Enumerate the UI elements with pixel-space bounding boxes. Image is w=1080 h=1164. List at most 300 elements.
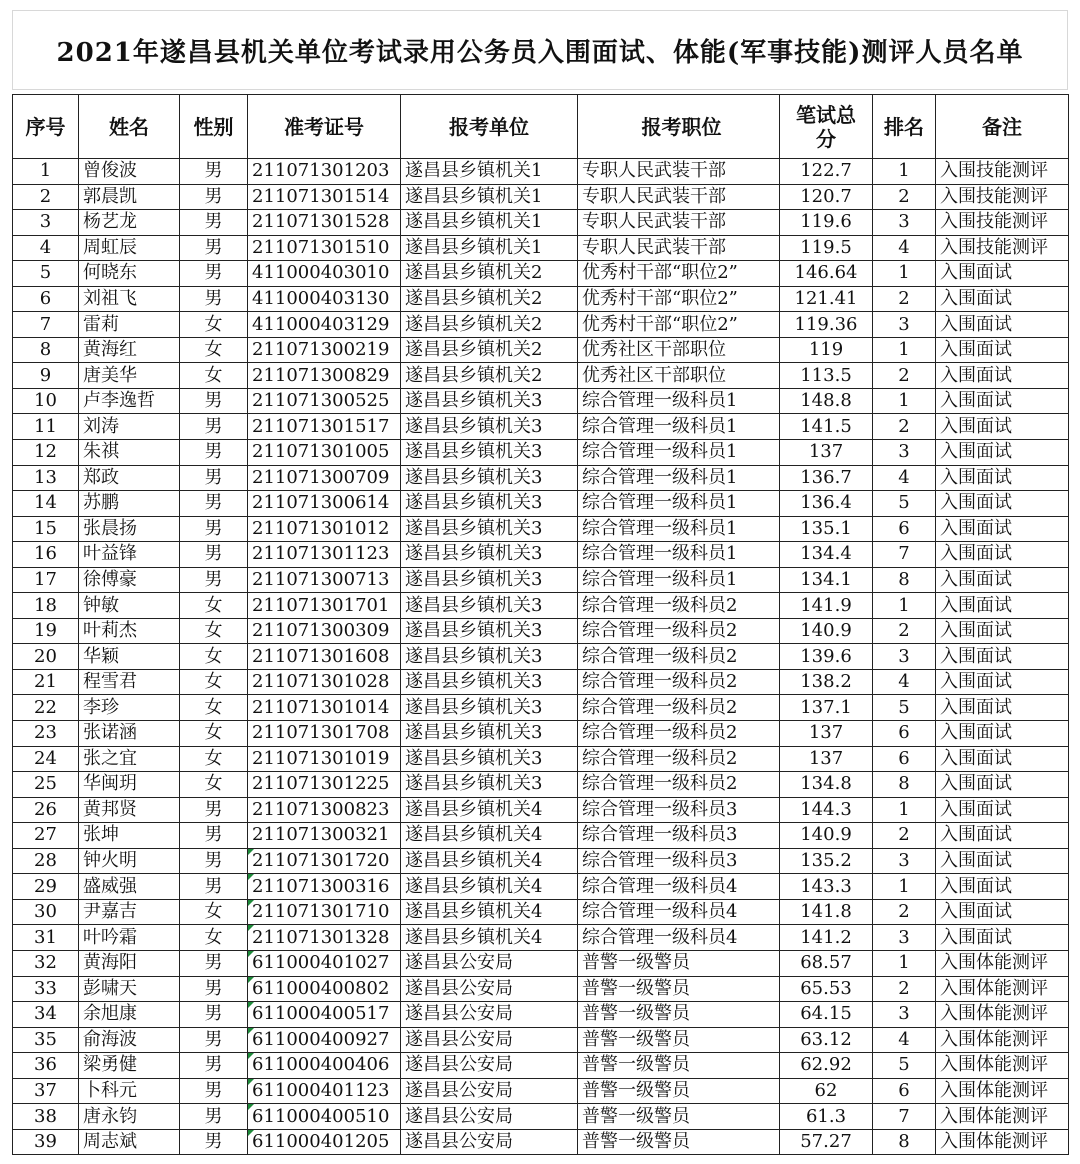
row-exam-id: 211071300309 xyxy=(248,618,401,644)
row-rank: 3 xyxy=(873,312,936,338)
row-rank: 4 xyxy=(873,465,936,491)
row-seq: 9 xyxy=(13,363,79,389)
row-exam-id: 211071300321 xyxy=(248,823,401,849)
table-row xyxy=(13,235,1069,261)
row-score: 135.1 xyxy=(780,516,873,542)
row-remark: 入围面试 xyxy=(936,337,1069,363)
header-name: 姓名 xyxy=(79,95,180,159)
row-position: 综合管理一级科员1 xyxy=(578,388,780,414)
row-remark: 入围技能测评 xyxy=(936,159,1069,185)
table-row xyxy=(13,976,1069,1002)
row-gender: 男 xyxy=(180,1002,248,1028)
row-score: 120.7 xyxy=(780,184,873,210)
row-rank: 2 xyxy=(873,414,936,440)
row-seq: 30 xyxy=(13,899,79,925)
row-gender: 女 xyxy=(180,899,248,925)
row-remark: 入围面试 xyxy=(936,823,1069,849)
row-remark: 入围体能测评 xyxy=(936,1002,1069,1028)
row-remark: 入围面试 xyxy=(936,491,1069,517)
row-score: 136.4 xyxy=(780,491,873,517)
row-unit: 遂昌县乡镇机关3 xyxy=(401,695,578,721)
row-seq: 22 xyxy=(13,695,79,721)
row-rank: 3 xyxy=(873,440,936,466)
row-gender: 男 xyxy=(180,159,248,185)
row-score: 122.7 xyxy=(780,159,873,185)
row-score: 136.7 xyxy=(780,465,873,491)
row-name: 刘祖飞 xyxy=(79,286,180,312)
row-score: 119.5 xyxy=(780,235,873,261)
row-position: 综合管理一级科员2 xyxy=(578,772,780,798)
row-position: 综合管理一级科员2 xyxy=(578,644,780,670)
row-score: 141.8 xyxy=(780,899,873,925)
row-remark: 入围技能测评 xyxy=(936,235,1069,261)
row-score: 119.36 xyxy=(780,312,873,338)
row-exam-id: 611000400517 xyxy=(248,1002,401,1028)
table-row xyxy=(13,159,1069,185)
row-position: 综合管理一级科员2 xyxy=(578,721,780,747)
row-name: 周虹辰 xyxy=(79,235,180,261)
row-exam-id: 611000400510 xyxy=(248,1104,401,1130)
row-exam-id: 211071300709 xyxy=(248,465,401,491)
row-position: 专职人民武装干部 xyxy=(578,184,780,210)
row-unit: 遂昌县公安局 xyxy=(401,1002,578,1028)
row-exam-id: 211071301225 xyxy=(248,772,401,798)
row-remark: 入围面试 xyxy=(936,440,1069,466)
row-exam-id: 411000403129 xyxy=(248,312,401,338)
row-seq: 31 xyxy=(13,925,79,951)
row-seq: 39 xyxy=(13,1129,79,1155)
row-exam-id: 211071301203 xyxy=(248,159,401,185)
row-gender: 男 xyxy=(180,567,248,593)
row-score: 68.57 xyxy=(780,950,873,976)
row-score: 137 xyxy=(780,721,873,747)
row-unit: 遂昌县公安局 xyxy=(401,950,578,976)
row-unit: 遂昌县乡镇机关3 xyxy=(401,491,578,517)
row-rank: 7 xyxy=(873,1104,936,1130)
row-score: 146.64 xyxy=(780,261,873,287)
row-rank: 8 xyxy=(873,772,936,798)
table-row xyxy=(13,1002,1069,1028)
row-remark: 入围体能测评 xyxy=(936,1078,1069,1104)
row-remark: 入围技能测评 xyxy=(936,210,1069,236)
row-rank: 4 xyxy=(873,1027,936,1053)
header-unit: 报考单位 xyxy=(401,95,578,159)
row-gender: 女 xyxy=(180,721,248,747)
row-name: 华颖 xyxy=(79,644,180,670)
row-name: 唐美华 xyxy=(79,363,180,389)
row-score: 137 xyxy=(780,440,873,466)
header-gender: 性别 xyxy=(180,95,248,159)
row-position: 综合管理一级科员4 xyxy=(578,874,780,900)
header-exam-id: 准考证号 xyxy=(248,95,401,159)
row-seq: 36 xyxy=(13,1053,79,1079)
row-exam-id: 211071301328 xyxy=(248,925,401,951)
row-score: 141.9 xyxy=(780,593,873,619)
row-seq: 10 xyxy=(13,388,79,414)
table-row xyxy=(13,772,1069,798)
row-score: 113.5 xyxy=(780,363,873,389)
row-exam-id: 211071301710 xyxy=(248,899,401,925)
table-row xyxy=(13,746,1069,772)
row-score: 121.41 xyxy=(780,286,873,312)
row-score: 141.2 xyxy=(780,925,873,951)
row-name: 杨艺龙 xyxy=(79,210,180,236)
row-unit: 遂昌县乡镇机关3 xyxy=(401,669,578,695)
row-unit: 遂昌县乡镇机关4 xyxy=(401,899,578,925)
row-gender: 男 xyxy=(180,388,248,414)
row-rank: 2 xyxy=(873,976,936,1002)
table-row xyxy=(13,184,1069,210)
row-seq: 17 xyxy=(13,567,79,593)
row-gender: 男 xyxy=(180,797,248,823)
table-row xyxy=(13,567,1069,593)
row-score: 144.3 xyxy=(780,797,873,823)
row-position: 普警一级警员 xyxy=(578,1078,780,1104)
row-rank: 4 xyxy=(873,235,936,261)
row-name: 彭啸天 xyxy=(79,976,180,1002)
row-score: 61.3 xyxy=(780,1104,873,1130)
row-position: 普警一级警员 xyxy=(578,1053,780,1079)
row-seq: 19 xyxy=(13,618,79,644)
row-exam-id: 611000401123 xyxy=(248,1078,401,1104)
row-seq: 13 xyxy=(13,465,79,491)
row-gender: 女 xyxy=(180,618,248,644)
row-gender: 女 xyxy=(180,363,248,389)
row-score: 139.6 xyxy=(780,644,873,670)
row-name: 黄海阳 xyxy=(79,950,180,976)
row-score: 62 xyxy=(780,1078,873,1104)
row-remark: 入围面试 xyxy=(936,542,1069,568)
table-row xyxy=(13,925,1069,951)
row-gender: 男 xyxy=(180,976,248,1002)
candidate-table xyxy=(12,94,1069,1155)
table-row xyxy=(13,516,1069,542)
table-row xyxy=(13,899,1069,925)
row-score: 63.12 xyxy=(780,1027,873,1053)
row-exam-id: 211071300829 xyxy=(248,363,401,389)
row-score: 134.4 xyxy=(780,542,873,568)
row-name: 刘涛 xyxy=(79,414,180,440)
row-remark: 入围面试 xyxy=(936,593,1069,619)
row-remark: 入围面试 xyxy=(936,797,1069,823)
row-unit: 遂昌县公安局 xyxy=(401,1053,578,1079)
row-remark: 入围体能测评 xyxy=(936,1129,1069,1155)
header-seq: 序号 xyxy=(13,95,79,159)
row-position: 普警一级警员 xyxy=(578,1002,780,1028)
row-seq: 37 xyxy=(13,1078,79,1104)
row-name: 余旭康 xyxy=(79,1002,180,1028)
row-name: 徐傅豪 xyxy=(79,567,180,593)
row-score: 137 xyxy=(780,746,873,772)
row-position: 综合管理一级科员2 xyxy=(578,746,780,772)
table-row xyxy=(13,1104,1069,1130)
row-seq: 21 xyxy=(13,669,79,695)
row-seq: 20 xyxy=(13,644,79,670)
row-gender: 男 xyxy=(180,1078,248,1104)
row-remark: 入围面试 xyxy=(936,516,1069,542)
table-row xyxy=(13,261,1069,287)
row-remark: 入围体能测评 xyxy=(936,1027,1069,1053)
row-name: 华闽玥 xyxy=(79,772,180,798)
table-row xyxy=(13,874,1069,900)
row-rank: 2 xyxy=(873,823,936,849)
row-gender: 男 xyxy=(180,440,248,466)
row-remark: 入围面试 xyxy=(936,848,1069,874)
row-remark: 入围面试 xyxy=(936,414,1069,440)
row-rank: 6 xyxy=(873,1078,936,1104)
row-gender: 男 xyxy=(180,823,248,849)
row-unit: 遂昌县乡镇机关3 xyxy=(401,542,578,568)
row-unit: 遂昌县乡镇机关3 xyxy=(401,567,578,593)
row-gender: 男 xyxy=(180,235,248,261)
row-seq: 7 xyxy=(13,312,79,338)
row-gender: 男 xyxy=(180,491,248,517)
row-seq: 33 xyxy=(13,976,79,1002)
row-remark: 入围面试 xyxy=(936,746,1069,772)
row-score: 135.2 xyxy=(780,848,873,874)
row-seq: 6 xyxy=(13,286,79,312)
row-name: 俞海波 xyxy=(79,1027,180,1053)
row-unit: 遂昌县公安局 xyxy=(401,1129,578,1155)
row-rank: 2 xyxy=(873,363,936,389)
row-seq: 15 xyxy=(13,516,79,542)
table-row xyxy=(13,337,1069,363)
row-seq: 32 xyxy=(13,950,79,976)
table-row xyxy=(13,363,1069,389)
row-gender: 男 xyxy=(180,286,248,312)
row-remark: 入围面试 xyxy=(936,388,1069,414)
table-row xyxy=(13,823,1069,849)
row-exam-id: 611000401205 xyxy=(248,1129,401,1155)
row-seq: 28 xyxy=(13,848,79,874)
row-name: 黄邦贤 xyxy=(79,797,180,823)
row-position: 综合管理一级科员2 xyxy=(578,669,780,695)
row-score: 134.8 xyxy=(780,772,873,798)
row-seq: 16 xyxy=(13,542,79,568)
table-row xyxy=(13,1129,1069,1155)
row-unit: 遂昌县乡镇机关4 xyxy=(401,925,578,951)
row-position: 综合管理一级科员1 xyxy=(578,440,780,466)
row-exam-id: 211071300823 xyxy=(248,797,401,823)
row-unit: 遂昌县乡镇机关3 xyxy=(401,746,578,772)
row-exam-id: 211071301005 xyxy=(248,440,401,466)
row-exam-id: 211071301528 xyxy=(248,210,401,236)
table-row xyxy=(13,414,1069,440)
row-name: 梁勇健 xyxy=(79,1053,180,1079)
row-position: 优秀村干部“职位2” xyxy=(578,261,780,287)
row-score: 137.1 xyxy=(780,695,873,721)
table-row xyxy=(13,644,1069,670)
row-position: 普警一级警员 xyxy=(578,1027,780,1053)
row-rank: 6 xyxy=(873,516,936,542)
row-unit: 遂昌县乡镇机关3 xyxy=(401,465,578,491)
row-name: 盛威强 xyxy=(79,874,180,900)
row-gender: 女 xyxy=(180,695,248,721)
header-score: 笔试总 分 xyxy=(780,95,873,159)
row-exam-id: 611000400927 xyxy=(248,1027,401,1053)
row-name: 唐永钧 xyxy=(79,1104,180,1130)
row-unit: 遂昌县乡镇机关4 xyxy=(401,797,578,823)
row-exam-id: 211071301608 xyxy=(248,644,401,670)
row-exam-id: 211071301012 xyxy=(248,516,401,542)
table-row xyxy=(13,491,1069,517)
row-position: 普警一级警员 xyxy=(578,950,780,976)
row-name: 张坤 xyxy=(79,823,180,849)
row-rank: 3 xyxy=(873,644,936,670)
row-name: 张之宜 xyxy=(79,746,180,772)
title-box xyxy=(12,10,1068,90)
row-seq: 26 xyxy=(13,797,79,823)
row-position: 普警一级警员 xyxy=(578,1129,780,1155)
row-position: 专职人民武装干部 xyxy=(578,235,780,261)
row-remark: 入围面试 xyxy=(936,286,1069,312)
row-score: 119.6 xyxy=(780,210,873,236)
row-gender: 男 xyxy=(180,261,248,287)
row-remark: 入围面试 xyxy=(936,874,1069,900)
row-remark: 入围面试 xyxy=(936,465,1069,491)
row-exam-id: 411000403010 xyxy=(248,261,401,287)
row-name: 李珍 xyxy=(79,695,180,721)
row-unit: 遂昌县乡镇机关1 xyxy=(401,210,578,236)
row-remark: 入围面试 xyxy=(936,567,1069,593)
row-gender: 男 xyxy=(180,1129,248,1155)
row-rank: 1 xyxy=(873,159,936,185)
row-gender: 女 xyxy=(180,312,248,338)
row-unit: 遂昌县乡镇机关3 xyxy=(401,772,578,798)
row-position: 优秀村干部“职位2” xyxy=(578,286,780,312)
row-score: 57.27 xyxy=(780,1129,873,1155)
table-row xyxy=(13,618,1069,644)
row-position: 综合管理一级科员3 xyxy=(578,797,780,823)
row-unit: 遂昌县乡镇机关3 xyxy=(401,618,578,644)
row-remark: 入围面试 xyxy=(936,695,1069,721)
row-seq: 1 xyxy=(13,159,79,185)
row-rank: 1 xyxy=(873,337,936,363)
row-name: 朱祺 xyxy=(79,440,180,466)
row-exam-id: 211071301701 xyxy=(248,593,401,619)
row-name: 郑政 xyxy=(79,465,180,491)
row-unit: 遂昌县乡镇机关4 xyxy=(401,874,578,900)
table-row xyxy=(13,542,1069,568)
row-remark: 入围面试 xyxy=(936,721,1069,747)
row-position: 优秀社区干部职位 xyxy=(578,363,780,389)
row-gender: 男 xyxy=(180,874,248,900)
row-rank: 2 xyxy=(873,286,936,312)
table-row xyxy=(13,848,1069,874)
row-gender: 男 xyxy=(180,184,248,210)
table-row xyxy=(13,721,1069,747)
row-remark: 入围面试 xyxy=(936,925,1069,951)
row-rank: 4 xyxy=(873,669,936,695)
row-rank: 1 xyxy=(873,874,936,900)
row-rank: 5 xyxy=(873,491,936,517)
row-position: 普警一级警员 xyxy=(578,976,780,1002)
row-name: 叶益锋 xyxy=(79,542,180,568)
row-exam-id: 211071301720 xyxy=(248,848,401,874)
row-score: 64.15 xyxy=(780,1002,873,1028)
row-rank: 6 xyxy=(873,721,936,747)
row-score: 134.1 xyxy=(780,567,873,593)
row-rank: 1 xyxy=(873,261,936,287)
row-rank: 3 xyxy=(873,925,936,951)
row-remark: 入围面试 xyxy=(936,644,1069,670)
row-seq: 12 xyxy=(13,440,79,466)
row-position: 优秀社区干部职位 xyxy=(578,337,780,363)
row-position: 专职人民武装干部 xyxy=(578,159,780,185)
row-name: 何晓东 xyxy=(79,261,180,287)
row-position: 综合管理一级科员1 xyxy=(578,542,780,568)
row-exam-id: 211071301514 xyxy=(248,184,401,210)
table-row xyxy=(13,593,1069,619)
row-score: 143.3 xyxy=(780,874,873,900)
table-row xyxy=(13,797,1069,823)
header-row xyxy=(13,95,1069,159)
table-row xyxy=(13,669,1069,695)
row-unit: 遂昌县乡镇机关1 xyxy=(401,184,578,210)
row-seq: 14 xyxy=(13,491,79,517)
row-unit: 遂昌县乡镇机关3 xyxy=(401,593,578,619)
row-position: 专职人民武装干部 xyxy=(578,210,780,236)
row-unit: 遂昌县乡镇机关4 xyxy=(401,823,578,849)
row-rank: 5 xyxy=(873,695,936,721)
row-seq: 29 xyxy=(13,874,79,900)
row-name: 曾俊波 xyxy=(79,159,180,185)
row-gender: 男 xyxy=(180,848,248,874)
row-remark: 入围面试 xyxy=(936,312,1069,338)
row-remark: 入围面试 xyxy=(936,618,1069,644)
row-gender: 女 xyxy=(180,746,248,772)
row-unit: 遂昌县乡镇机关2 xyxy=(401,261,578,287)
row-gender: 女 xyxy=(180,925,248,951)
row-exam-id: 611000401027 xyxy=(248,950,401,976)
row-remark: 入围面试 xyxy=(936,669,1069,695)
row-rank: 7 xyxy=(873,542,936,568)
row-gender: 男 xyxy=(180,210,248,236)
row-exam-id: 211071301517 xyxy=(248,414,401,440)
row-unit: 遂昌县乡镇机关2 xyxy=(401,337,578,363)
row-gender: 男 xyxy=(180,1104,248,1130)
row-name: 黄海红 xyxy=(79,337,180,363)
row-name: 苏鹏 xyxy=(79,491,180,517)
row-seq: 25 xyxy=(13,772,79,798)
row-name: 叶莉杰 xyxy=(79,618,180,644)
row-unit: 遂昌县公安局 xyxy=(401,976,578,1002)
row-exam-id: 211071301014 xyxy=(248,695,401,721)
row-rank: 6 xyxy=(873,746,936,772)
row-remark: 入围体能测评 xyxy=(936,1104,1069,1130)
row-seq: 23 xyxy=(13,721,79,747)
row-position: 综合管理一级科员4 xyxy=(578,899,780,925)
row-position: 综合管理一级科员2 xyxy=(578,593,780,619)
row-position: 综合管理一级科员1 xyxy=(578,567,780,593)
row-rank: 1 xyxy=(873,950,936,976)
row-position: 普警一级警员 xyxy=(578,1104,780,1130)
row-name: 张晨扬 xyxy=(79,516,180,542)
row-exam-id: 411000403130 xyxy=(248,286,401,312)
row-unit: 遂昌县乡镇机关2 xyxy=(401,363,578,389)
row-score: 140.9 xyxy=(780,618,873,644)
row-rank: 2 xyxy=(873,184,936,210)
row-position: 综合管理一级科员1 xyxy=(578,516,780,542)
row-gender: 男 xyxy=(180,414,248,440)
row-rank: 1 xyxy=(873,797,936,823)
table-row xyxy=(13,695,1069,721)
row-seq: 34 xyxy=(13,1002,79,1028)
row-remark: 入围面试 xyxy=(936,772,1069,798)
table-row xyxy=(13,312,1069,338)
row-gender: 男 xyxy=(180,1053,248,1079)
row-name: 程雪君 xyxy=(79,669,180,695)
